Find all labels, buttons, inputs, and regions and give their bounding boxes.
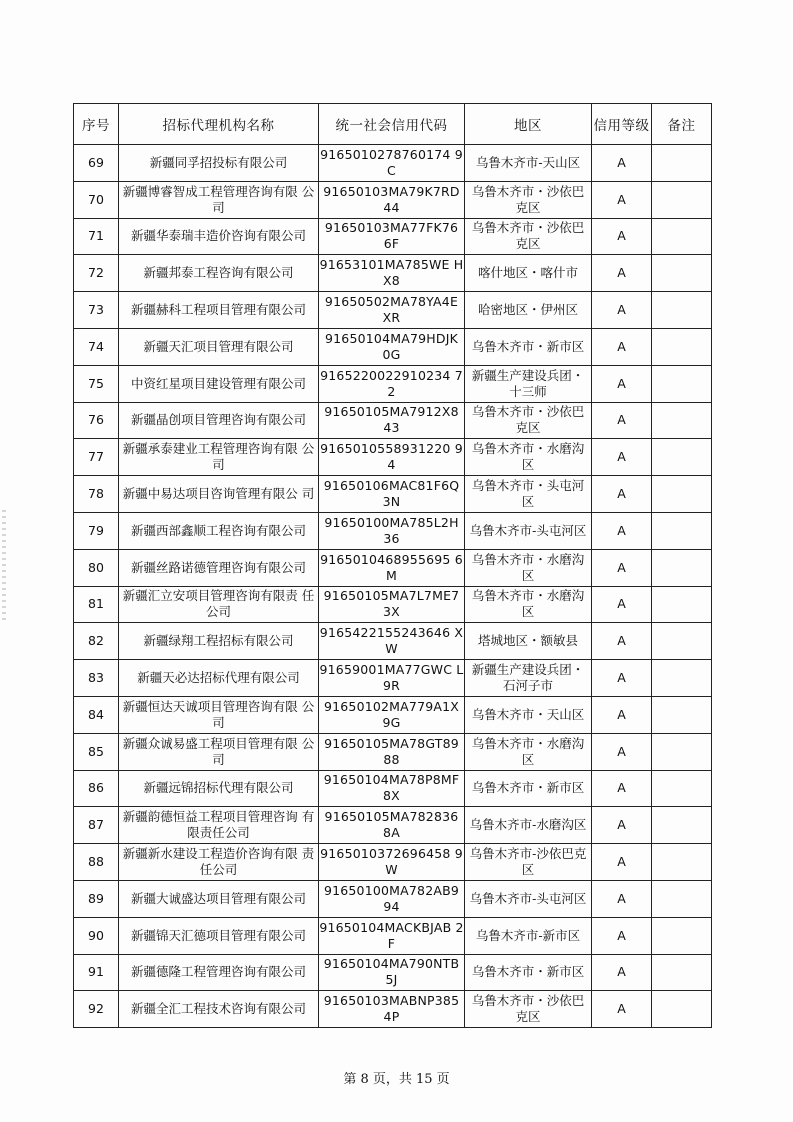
remarks-cell [652, 181, 712, 218]
region-cell: 乌鲁木齐市-新市区 [465, 917, 592, 954]
remarks-cell [652, 660, 712, 697]
credit-grade-cell: A [592, 733, 652, 770]
credit-grade-cell: A [592, 145, 652, 182]
agency-name-cell: 新疆韵德恒益工程项目管理咨询 有限责任公司 [119, 807, 319, 844]
credit-grade-cell: A [592, 880, 652, 917]
credit-grade-cell: A [592, 991, 652, 1028]
header-agency-name: 招标代理机构名称 [119, 104, 319, 145]
table-row [74, 218, 712, 255]
agency-name-cell: 中资红星项目建设管理有限公司 [119, 365, 319, 402]
table-row [74, 328, 712, 365]
table-row [74, 586, 712, 623]
row-number-cell: 88 [74, 844, 119, 881]
credit-code-cell: 91650104MA78P8MF 8X [319, 770, 465, 807]
credit-code-cell: 91650103MABNP385 4P [319, 991, 465, 1028]
table-row [74, 733, 712, 770]
credit-code-cell: 91650100MA782AB9 94 [319, 880, 465, 917]
table-row [74, 954, 712, 991]
credit-code-cell: 91650106MAC81F6Q 3N [319, 476, 465, 513]
remarks-cell [652, 991, 712, 1028]
credit-code-cell: 9165010558931220 94 [319, 439, 465, 476]
agency-name-cell: 新疆远锦招标代理有限公司 [119, 770, 319, 807]
row-number-cell: 82 [74, 623, 119, 660]
credit-grade-cell: A [592, 696, 652, 733]
row-number-cell: 89 [74, 880, 119, 917]
credit-grade-cell: A [592, 328, 652, 365]
agency-name-cell: 新疆新水建设工程造价咨询有限 责任公司 [119, 844, 319, 881]
region-cell: 乌鲁木齐市・天山区 [465, 696, 592, 733]
region-cell: 乌鲁木齐市-沙依巴克 区 [465, 844, 592, 881]
credit-grade-cell: A [592, 402, 652, 439]
credit-grade-cell: A [592, 292, 652, 329]
table-row [74, 292, 712, 329]
remarks-cell [652, 549, 712, 586]
table-header-row [74, 104, 712, 145]
table-row [74, 844, 712, 881]
agency-name-cell: 新疆锦天汇德项目管理有限公司 [119, 917, 319, 954]
table-row [74, 623, 712, 660]
region-cell: 新疆生产建设兵团・ 十三师 [465, 365, 592, 402]
table-body [74, 145, 712, 1028]
region-cell: 乌鲁木齐市-头屯河区 [465, 880, 592, 917]
row-number-cell: 73 [74, 292, 119, 329]
table-row [74, 770, 712, 807]
table-row [74, 512, 712, 549]
region-cell: 乌鲁木齐市・水磨沟 区 [465, 549, 592, 586]
agency-name-cell: 新疆西部鑫顺工程咨询有限公司 [119, 512, 319, 549]
credit-grade-cell: A [592, 476, 652, 513]
credit-grade-cell: A [592, 255, 652, 292]
agency-name-cell: 新疆德隆工程管理咨询有限公司 [119, 954, 319, 991]
header-credit-grade: 信用等级 [592, 104, 652, 145]
row-number-cell: 76 [74, 402, 119, 439]
credit-code-cell: 91650105MA782836 8A [319, 807, 465, 844]
agency-name-cell: 新疆赫科工程项目管理有限公司 [119, 292, 319, 329]
credit-grade-cell: A [592, 917, 652, 954]
row-number-cell: 75 [74, 365, 119, 402]
credit-grade-cell: A [592, 954, 652, 991]
header-credit-code: 统一社会信用代码 [319, 104, 465, 145]
credit-code-cell: 91653101MA785WE HX8 [319, 255, 465, 292]
header-region: 地区 [465, 104, 592, 145]
region-cell: 乌鲁木齐市・新市区 [465, 328, 592, 365]
row-number-cell: 74 [74, 328, 119, 365]
region-cell: 乌鲁木齐市・沙依巴 克区 [465, 181, 592, 218]
table-row [74, 181, 712, 218]
table-row [74, 402, 712, 439]
agency-name-cell: 新疆丝路诺德管理咨询有限公司 [119, 549, 319, 586]
credit-code-cell: 91650105MA7912X8 43 [319, 402, 465, 439]
remarks-cell [652, 512, 712, 549]
region-cell: 哈密地区・伊州区 [465, 292, 592, 329]
region-cell: 乌鲁木齐市・沙依巴 克区 [465, 991, 592, 1028]
header-remarks: 备注 [652, 104, 712, 145]
table-row [74, 145, 712, 182]
remarks-cell [652, 954, 712, 991]
row-number-cell: 90 [74, 917, 119, 954]
remarks-cell [652, 365, 712, 402]
row-number-cell: 78 [74, 476, 119, 513]
agency-name-cell: 新疆汇立安项目管理咨询有限责 任公司 [119, 586, 319, 623]
row-number-cell: 69 [74, 145, 119, 182]
remarks-cell [652, 844, 712, 881]
region-cell: 乌鲁木齐市-头屯河区 [465, 512, 592, 549]
region-cell: 乌鲁木齐市・新市区 [465, 770, 592, 807]
remarks-cell [652, 328, 712, 365]
region-cell: 乌鲁木齐市・水磨沟 区 [465, 586, 592, 623]
remarks-cell [652, 880, 712, 917]
remarks-cell [652, 292, 712, 329]
region-cell: 乌鲁木齐市・沙依巴 克区 [465, 402, 592, 439]
credit-grade-cell: A [592, 218, 652, 255]
table-row [74, 991, 712, 1028]
table-row [74, 880, 712, 917]
region-cell: 乌鲁木齐市-水磨沟区 [465, 807, 592, 844]
region-cell: 塔城地区・额敏县 [465, 623, 592, 660]
remarks-cell [652, 255, 712, 292]
region-cell: 乌鲁木齐市-天山区 [465, 145, 592, 182]
credit-code-cell: 91650100MA785L2H 36 [319, 512, 465, 549]
agency-name-cell: 新疆恒达天诚项目管理咨询有限 公司 [119, 696, 319, 733]
table-row [74, 476, 712, 513]
row-number-cell: 91 [74, 954, 119, 991]
agency-credit-table [73, 103, 712, 1028]
credit-grade-cell: A [592, 623, 652, 660]
row-number-cell: 87 [74, 807, 119, 844]
table-row [74, 365, 712, 402]
agency-name-cell: 新疆绿翔工程招标有限公司 [119, 623, 319, 660]
credit-grade-cell: A [592, 807, 652, 844]
region-cell: 乌鲁木齐市・新市区 [465, 954, 592, 991]
page-footer: 第 8 页，共 15 页 [343, 1072, 450, 1087]
row-number-cell: 83 [74, 660, 119, 697]
scan-artifact [2, 510, 6, 620]
credit-grade-cell: A [592, 549, 652, 586]
remarks-cell [652, 218, 712, 255]
credit-code-cell: 91650104MACKBJAB 2F [319, 917, 465, 954]
remarks-cell [652, 145, 712, 182]
region-cell: 乌鲁木齐市・水磨沟 区 [465, 733, 592, 770]
table-row [74, 255, 712, 292]
credit-code-cell: 91650105MA7L7ME7 3X [319, 586, 465, 623]
row-number-cell: 92 [74, 991, 119, 1028]
remarks-cell [652, 476, 712, 513]
agency-name-cell: 新疆华泰瑞丰造价咨询有限公司 [119, 218, 319, 255]
region-cell: 乌鲁木齐市・沙依巴 克区 [465, 218, 592, 255]
remarks-cell [652, 586, 712, 623]
credit-grade-cell: A [592, 439, 652, 476]
table-row [74, 807, 712, 844]
remarks-cell [652, 917, 712, 954]
credit-code-cell: 9165010372696458 9W [319, 844, 465, 881]
credit-grade-cell: A [592, 512, 652, 549]
credit-grade-cell: A [592, 660, 652, 697]
credit-code-cell: 91650102MA779A1X 9G [319, 696, 465, 733]
credit-code-cell: 91650103MA79K7RD 44 [319, 181, 465, 218]
credit-grade-cell: A [592, 181, 652, 218]
row-number-cell: 86 [74, 770, 119, 807]
agency-name-cell: 新疆博睿智成工程管理咨询有限 公司 [119, 181, 319, 218]
credit-code-cell: 91650103MA77FK76 6F [319, 218, 465, 255]
credit-grade-cell: A [592, 586, 652, 623]
remarks-cell [652, 807, 712, 844]
table-row [74, 917, 712, 954]
credit-code-cell: 9165220022910234 72 [319, 365, 465, 402]
remarks-cell [652, 623, 712, 660]
table-row [74, 696, 712, 733]
credit-code-cell: 91659001MA77GWC L9R [319, 660, 465, 697]
table-row [74, 439, 712, 476]
remarks-cell [652, 696, 712, 733]
agency-name-cell: 新疆大诚盛达项目管理有限公司 [119, 880, 319, 917]
agency-name-cell: 新疆天必达招标代理有限公司 [119, 660, 319, 697]
table-row [74, 549, 712, 586]
row-number-cell: 70 [74, 181, 119, 218]
credit-code-cell: 9165010468955695 6M [319, 549, 465, 586]
credit-code-cell: 91650105MA78GT89 88 [319, 733, 465, 770]
region-cell: 新疆生产建设兵团・ 石河子市 [465, 660, 592, 697]
remarks-cell [652, 439, 712, 476]
credit-code-cell: 91650104MA790NTB 5J [319, 954, 465, 991]
row-number-cell: 80 [74, 549, 119, 586]
agency-name-cell: 新疆天汇项目管理有限公司 [119, 328, 319, 365]
agency-name-cell: 新疆同孚招投标有限公司 [119, 145, 319, 182]
agency-name-cell: 新疆晶创项目管理咨询有限公司 [119, 402, 319, 439]
row-number-cell: 79 [74, 512, 119, 549]
agency-name-cell: 新疆中易达项目咨询管理有限公 司 [119, 476, 319, 513]
remarks-cell [652, 733, 712, 770]
agency-name-cell: 新疆全汇工程技术咨询有限公司 [119, 991, 319, 1028]
row-number-cell: 84 [74, 696, 119, 733]
row-number-cell: 81 [74, 586, 119, 623]
credit-code-cell: 9165422155243646 XW [319, 623, 465, 660]
table-row [74, 660, 712, 697]
row-number-cell: 77 [74, 439, 119, 476]
credit-code-cell: 91650104MA79HDJK 0G [319, 328, 465, 365]
region-cell: 喀什地区・喀什市 [465, 255, 592, 292]
row-number-cell: 72 [74, 255, 119, 292]
credit-grade-cell: A [592, 770, 652, 807]
remarks-cell [652, 770, 712, 807]
row-number-cell: 85 [74, 733, 119, 770]
header-no: 序号 [74, 104, 119, 145]
agency-name-cell: 新疆承泰建业工程管理咨询有限 公司 [119, 439, 319, 476]
row-number-cell: 71 [74, 218, 119, 255]
credit-grade-cell: A [592, 365, 652, 402]
credit-grade-cell: A [592, 844, 652, 881]
credit-code-cell: 91650502MA78YA4E XR [319, 292, 465, 329]
region-cell: 乌鲁木齐市・水磨沟 区 [465, 439, 592, 476]
agency-name-cell: 新疆众诚易盛工程项目管理有限 公司 [119, 733, 319, 770]
agency-name-cell: 新疆邦泰工程咨询有限公司 [119, 255, 319, 292]
credit-code-cell: 9165010278760174 9C [319, 145, 465, 182]
region-cell: 乌鲁木齐市・头屯河 区 [465, 476, 592, 513]
remarks-cell [652, 402, 712, 439]
